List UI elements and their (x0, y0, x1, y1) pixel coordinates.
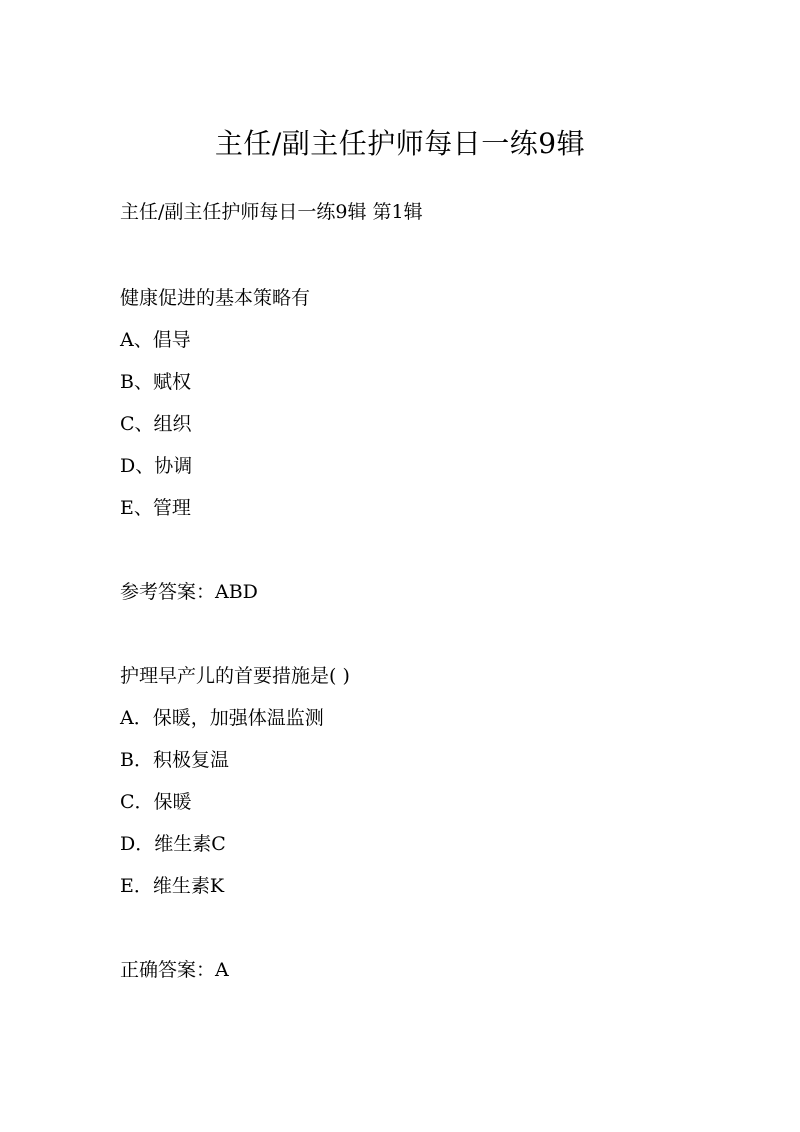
question-option: E．维生素K (120, 875, 225, 897)
question-stem: 健康促进的基本策略有 (120, 287, 311, 309)
question-option: D．维生素C (120, 833, 226, 855)
question-option: D、协调 (120, 455, 193, 477)
question-option: C、组织 (120, 413, 192, 435)
question-stem: 护理早产儿的首要措施是( ) (120, 665, 350, 687)
question-answer: 正确答案：A (120, 959, 229, 981)
question-answer: 参考答案：ABD (120, 581, 258, 603)
question-option: A、倡导 (120, 329, 191, 351)
question-option: A．保暖，加强体温监测 (120, 707, 324, 729)
question-option: B．积极复温 (120, 749, 229, 771)
document-subtitle: 主任/副主任护师每日一练9辑 第1辑 (120, 201, 423, 223)
question-option: C．保暖 (120, 791, 192, 813)
question-option: B、赋权 (120, 371, 191, 393)
document-title: 主任/副主任护师每日一练9辑 (214, 127, 586, 160)
question-option: E、管理 (120, 497, 191, 519)
